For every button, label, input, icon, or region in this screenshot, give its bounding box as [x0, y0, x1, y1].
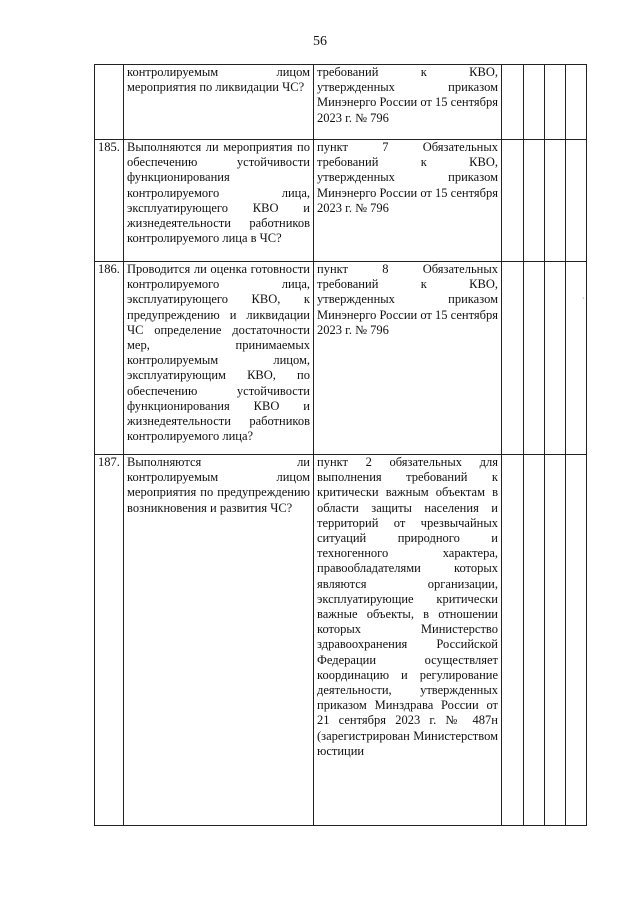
answer-cell-no	[524, 140, 545, 262]
row-reference: пункт 2 обязательных для выполнения требований к критически важным объектам в области защиты населения и территорий от чрезвычайных ситуаций природного и техногенного характера, правообладателями которых являются организации, эксплуатирующие критически важные объекты, в отношении которых Министерство здравоохранения Российской Федерации осуществляет координацию и регулирование деятельности, утвержденных приказом Минздрава России от 21 сентября 2023 г. № 487н (зарегистрирован Министерством юстиции	[314, 455, 502, 826]
table-row	[95, 455, 587, 826]
row-reference: требований к КВО, утвержденных приказом Минэнерго России от 15 сентября 2023 г. № 796	[314, 65, 502, 140]
row-number	[95, 65, 124, 140]
answer-cell-yes	[502, 65, 524, 140]
answer-cell-no	[524, 65, 545, 140]
answer-cell-not-applicable	[545, 455, 566, 826]
table-row	[95, 65, 587, 140]
answer-cell-no	[524, 262, 545, 455]
table-row	[95, 262, 587, 455]
answer-cell-yes	[502, 140, 524, 262]
answer-cell-note	[566, 65, 587, 140]
row-question: Выполняются ли мероприятия по обеспечению устойчивости функционирования контролируемого лица, эксплуатирующего КВО и жизнедеятельности работников контролируемого лица в ЧС?	[124, 140, 314, 262]
answer-cell-not-applicable	[545, 262, 566, 455]
row-number: 186.	[95, 262, 124, 455]
answer-cell-not-applicable	[545, 140, 566, 262]
answer-cell-note	[566, 140, 587, 262]
page-number: 56	[313, 34, 327, 49]
answer-cell-yes	[502, 455, 524, 826]
row-number: 185.	[95, 140, 124, 262]
answer-cell-note	[566, 262, 587, 455]
row-reference: пункт 8 Обязательных требований к КВО, утвержденных приказом Минэнерго России от 15 сентября 2023 г. № 796	[314, 262, 502, 455]
answer-cell-no	[524, 455, 545, 826]
answer-cell-note	[566, 455, 587, 826]
row-question: Проводится ли оценка готовности контролируемого лица, эксплуатирующего КВО, к предупреждению и ликвидации ЧС определение достаточности мер, принимаемых контролируемым лицом, эксплуатирующим КВО, по обеспечению устойчивости функционирования КВО и жизнедеятельности работников контролируемого лица?	[124, 262, 314, 455]
table-row	[95, 140, 587, 262]
row-question: контролируемым лицом мероприятия по ликвидации ЧС?	[124, 65, 314, 140]
row-number: 187.	[95, 455, 124, 826]
answer-cell-not-applicable	[545, 65, 566, 140]
row-reference: пункт 7 Обязательных требований к КВО, утвержденных приказом Минэнерго России от 15 сентября 2023 г. № 796	[314, 140, 502, 262]
scan-mark: `	[582, 296, 585, 306]
requirements-checklist-table	[94, 64, 587, 826]
row-question: Выполняются ли контролируемым лицом мероприятия по предупреждению возникновения и развития ЧС?	[124, 455, 314, 826]
answer-cell-yes	[502, 262, 524, 455]
